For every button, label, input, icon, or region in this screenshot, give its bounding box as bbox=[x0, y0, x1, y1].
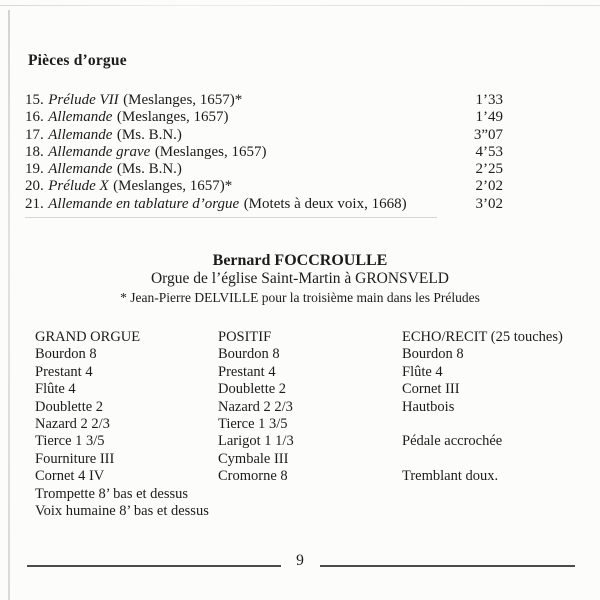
spec-item: Tierce 1 3/5 bbox=[35, 433, 105, 450]
spec-header: POSITIF bbox=[218, 329, 272, 345]
track-source: (Meslanges, 1657)* bbox=[113, 178, 233, 195]
track-row bbox=[25, 144, 503, 161]
track-duration: 2’02 bbox=[475, 178, 503, 195]
spec-item: Flûte 4 bbox=[35, 381, 76, 398]
track-title: Prélude VII bbox=[48, 92, 119, 108]
track-row bbox=[25, 178, 503, 195]
track-number: 17. bbox=[25, 126, 44, 143]
spec-item: Hautbois bbox=[402, 398, 455, 415]
track-duration: 1’33 bbox=[475, 92, 503, 108]
track-title: Allemande en tablature d’orgue bbox=[48, 195, 240, 212]
performer-block bbox=[0, 251, 600, 306]
track-number: 20. bbox=[25, 178, 44, 195]
track-number: 21. bbox=[25, 195, 44, 212]
spec-item: Cornet 4 IV bbox=[35, 468, 105, 485]
performer-footnote: * Jean-Pierre DELVILLE pour la troisième main dans les Préludes bbox=[120, 289, 480, 305]
spec-item bbox=[402, 486, 600, 503]
track-row bbox=[25, 161, 503, 178]
track-number: 18. bbox=[25, 143, 44, 160]
spec-item: Tierce 1 3/5 bbox=[218, 415, 288, 432]
spec-item: Doublette 2 bbox=[35, 398, 104, 415]
track-title: Allemande bbox=[48, 161, 113, 178]
divider-rule bbox=[25, 217, 437, 218]
spec-item: Bourdon 8 bbox=[402, 346, 464, 363]
spec-column-positif bbox=[218, 329, 398, 520]
track-row bbox=[25, 92, 503, 109]
track-source: (Ms. B.N.) bbox=[116, 126, 182, 143]
spec-item: Bourdon 8 bbox=[218, 346, 280, 363]
spec-item: Prestant 4 bbox=[35, 363, 93, 380]
track-duration: 3’02 bbox=[475, 195, 503, 212]
track-duration: 2’25 bbox=[475, 161, 503, 178]
spec-header: ECHO/RECIT (25 touches) bbox=[402, 329, 563, 345]
spec-item bbox=[402, 503, 600, 520]
spec-item bbox=[402, 451, 600, 468]
track-title: Allemande bbox=[48, 126, 113, 143]
track-number: 19. bbox=[25, 161, 44, 178]
spec-item: Nazard 2 2/3 bbox=[218, 398, 293, 415]
spec-item: Tremblant doux. bbox=[402, 468, 499, 485]
spec-item: Bourdon 8 bbox=[35, 346, 97, 363]
spec-item: Prestant 4 bbox=[218, 363, 276, 380]
track-duration: 1’49 bbox=[475, 109, 503, 126]
spec-item: Cornet III bbox=[402, 381, 460, 398]
spec-item: Cromorne 8 bbox=[218, 468, 288, 485]
spec-item bbox=[402, 416, 600, 433]
track-number: 15. bbox=[25, 92, 44, 108]
spec-column-echo-recit bbox=[402, 329, 600, 520]
spec-item bbox=[218, 486, 398, 503]
spec-item: Cymbale III bbox=[218, 450, 289, 467]
track-title: Allemande bbox=[48, 109, 113, 126]
spec-column-grand-orgue bbox=[35, 329, 215, 520]
performer-name: Bernard FOCCROULLE bbox=[212, 252, 388, 269]
track-title: Prélude X bbox=[48, 178, 109, 195]
track-source: (Meslanges, 1657) bbox=[116, 109, 229, 126]
track-row bbox=[25, 109, 503, 126]
spec-item: Larigot 1 1/3 bbox=[218, 433, 294, 450]
performer-venue: Orgue de l’église Saint-Martin à GRONSVELD bbox=[150, 270, 450, 287]
track-duration: 4’53 bbox=[475, 143, 503, 160]
track-row bbox=[25, 196, 503, 213]
spec-item: Pédale accrochée bbox=[402, 433, 503, 450]
spec-item: Doublette 2 bbox=[218, 381, 287, 398]
track-source: (Ms. B.N.) bbox=[116, 161, 182, 178]
track-duration: 3”07 bbox=[473, 126, 503, 143]
section-heading: Pièces d’orgue bbox=[28, 52, 127, 69]
spec-item bbox=[218, 503, 398, 520]
track-source: (Meslanges, 1657)* bbox=[123, 92, 243, 108]
track-row bbox=[25, 127, 503, 144]
spec-item: Nazard 2 2/3 bbox=[35, 415, 110, 432]
track-source: (Meslanges, 1657) bbox=[154, 143, 267, 160]
page-number: 9 bbox=[296, 552, 304, 569]
track-title: Allemande grave bbox=[48, 143, 151, 160]
spec-item: Fourniture III bbox=[35, 450, 115, 467]
spec-header: GRAND ORGUE bbox=[35, 329, 141, 345]
track-number: 16. bbox=[25, 109, 44, 126]
scan-top-edge bbox=[0, 5, 600, 6]
spec-item: Trompette 8’ bas et dessus bbox=[35, 485, 189, 502]
track-list bbox=[25, 92, 503, 213]
spec-item: Voix humaine 8’ bas et dessus bbox=[35, 502, 209, 519]
track-source: (Motets à deux voix, 1668) bbox=[243, 195, 407, 212]
spec-item: Flûte 4 bbox=[402, 363, 443, 380]
